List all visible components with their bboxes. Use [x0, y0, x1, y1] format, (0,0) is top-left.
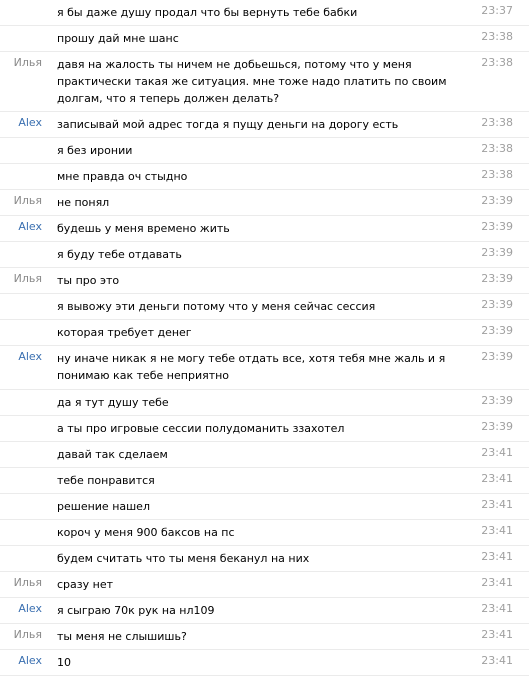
message-time: 23:39 [481, 220, 513, 233]
message-row [0, 546, 529, 572]
message-time: 23:41 [481, 550, 513, 563]
message-time: 23:41 [481, 628, 513, 641]
message-text: решение нашел [57, 500, 150, 513]
message-time: 23:39 [481, 420, 513, 433]
message-time: 23:38 [481, 168, 513, 181]
message-text: я без иронии [57, 144, 133, 157]
message-time: 23:39 [481, 350, 513, 363]
message-row [0, 320, 529, 346]
message-row [0, 468, 529, 494]
message-time: 23:39 [481, 246, 513, 259]
message-text: сразу нет [57, 578, 113, 591]
message-time: 23:39 [481, 194, 513, 207]
message-author: Alex [18, 220, 42, 233]
message-text: ты про это [57, 274, 120, 287]
message-row [0, 294, 529, 320]
message-time: 23:39 [481, 298, 513, 311]
message-author: Илья [13, 56, 42, 69]
message-text: 10 [57, 656, 71, 669]
message-row [0, 346, 529, 390]
message-time: 23:38 [481, 142, 513, 155]
message-row [0, 390, 529, 416]
message-text: не понял [57, 196, 110, 209]
message-text: короч у меня 900 баксов на пс [57, 526, 235, 539]
message-time: 23:41 [481, 576, 513, 589]
message-row [0, 442, 529, 468]
message-text: ну иначе никак я не могу тебе отдать все, хотя тебя мне жаль и я понимаю как тебе неприятно [57, 352, 446, 382]
message-text: а ты про игровые сессии полудоманить ззахотел [57, 422, 345, 435]
message-time: 23:37 [481, 4, 513, 17]
message-time: 23:39 [481, 324, 513, 337]
message-row [0, 650, 529, 676]
message-text: прошу дай мне шанс [57, 32, 179, 45]
message-text: я бы даже душу продал что бы вернуть тебе бабки [57, 6, 358, 19]
message-row [0, 164, 529, 190]
message-author: Alex [18, 602, 42, 615]
message-text: записывай мой адрес тогда я пущу деньги на дорогу есть [57, 118, 399, 131]
message-text: давай так сделаем [57, 448, 168, 461]
message-row [0, 52, 529, 112]
message-time: 23:39 [481, 394, 513, 407]
message-time: 23:41 [481, 602, 513, 615]
message-text: будем считать что ты меня беканул на них [57, 552, 310, 565]
message-time: 23:41 [481, 446, 513, 459]
message-author: Илья [13, 628, 42, 641]
message-author: Alex [18, 116, 42, 129]
message-text: тебе понравится [57, 474, 155, 487]
message-text: мне правда оч стыдно [57, 170, 188, 183]
message-text: я сыграю 70к рук на нл109 [57, 604, 215, 617]
message-text: ты меня не слышишь? [57, 630, 187, 643]
message-author: Илья [13, 194, 42, 207]
message-text: да я тут душу тебе [57, 396, 169, 409]
message-row [0, 572, 529, 598]
message-row [0, 190, 529, 216]
message-author: Илья [13, 272, 42, 285]
message-author: Илья [13, 576, 42, 589]
message-time: 23:38 [481, 56, 513, 69]
message-text: я буду тебе отдавать [57, 248, 182, 261]
message-text: которая требует денег [57, 326, 192, 339]
message-time: 23:38 [481, 116, 513, 129]
message-time: 23:41 [481, 654, 513, 667]
message-row [0, 520, 529, 546]
message-author: Alex [18, 350, 42, 363]
message-text: я вывожу эти деньги потому что у меня сейчас сессия [57, 300, 376, 313]
message-text: давя на жалость ты ничем не добьешься, потому что у меня практически такая же ситуация. мне тоже надо платить по своим долгам, что я теперь должен делать? [57, 58, 447, 105]
message-time: 23:41 [481, 524, 513, 537]
message-author: Alex [18, 654, 42, 667]
message-row [0, 416, 529, 442]
message-row [0, 26, 529, 52]
message-time: 23:38 [481, 30, 513, 43]
message-time: 23:41 [481, 472, 513, 485]
message-row [0, 624, 529, 650]
message-text: будешь у меня времено жить [57, 222, 230, 235]
message-row [0, 598, 529, 624]
message-row [0, 0, 529, 26]
message-row [0, 112, 529, 138]
message-row [0, 242, 529, 268]
message-row [0, 268, 529, 294]
message-time: 23:41 [481, 498, 513, 511]
message-row [0, 216, 529, 242]
message-row [0, 138, 529, 164]
message-time: 23:39 [481, 272, 513, 285]
message-row [0, 494, 529, 520]
